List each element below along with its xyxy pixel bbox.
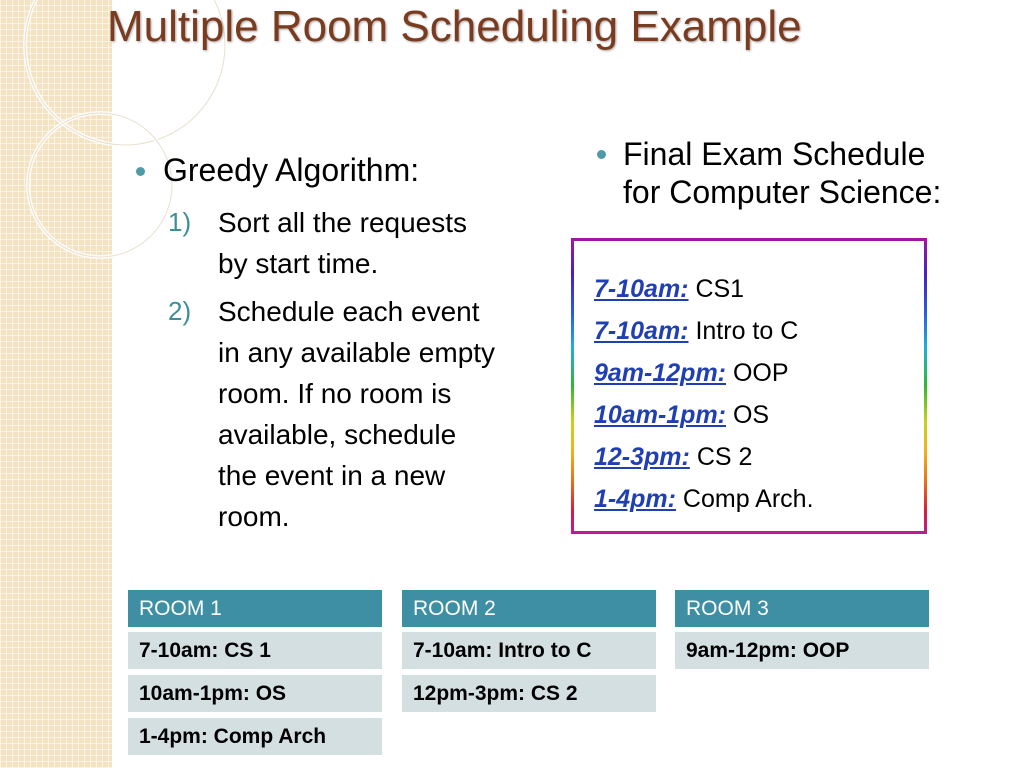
schedule-entry [594,400,769,430]
step-line: room. [218,501,290,532]
room-event: 12pm-3pm: CS 2 [402,675,656,712]
schedule-time: 10am-1pm: [594,401,726,429]
final-exam-heading [623,135,1013,211]
step-text [218,202,558,284]
step-line: Sort all the requests [218,207,468,238]
schedule-time: 7-10am: [594,317,689,345]
room-header: ROOM 1 [128,590,382,627]
schedule-course: OS [732,401,770,429]
schedule-time: 9am-12pm: [594,359,726,387]
schedule-entry [594,316,798,346]
room-event: 9am-12pm: OOP [675,632,929,669]
greedy-heading: Greedy Algorithm: [163,152,420,188]
heading-line: Final Exam Schedule [623,136,926,172]
slide-title [107,4,802,50]
schedule-course: CS 2 [696,443,753,471]
room-event: 10am-1pm: OS [128,675,382,712]
step-text [218,291,563,537]
bullet-dot-icon [597,150,606,159]
schedule-time: 12-3pm: [594,443,690,471]
step-line: in any available empty [218,337,496,368]
bullet-dot-icon [136,167,145,176]
schedule-entry [594,358,789,388]
step-line: available, schedule [218,419,457,450]
schedule-course: Comp Arch. [682,485,814,513]
slide-title-text: Multiple Room Scheduling Example [107,2,802,51]
schedule-course: CS1 [695,275,745,303]
step-line: by start time. [218,248,379,279]
room-event: 7-10am: CS 1 [128,632,382,669]
step-line: Schedule each event [218,296,480,327]
room-event: 1-4pm: Comp Arch [128,718,382,755]
schedule-time: 1-4pm: [594,485,676,513]
step-line: room. If no room is [218,378,452,409]
room-header: ROOM 3 [675,590,929,627]
step-number: 1) [168,207,192,237]
schedule-entry [594,442,752,472]
room-event: 7-10am: Intro to C [402,632,656,669]
schedule-course: Intro to C [695,317,799,345]
step-line: the event in a new [218,460,446,491]
heading-line: for Computer Science: [623,174,942,210]
schedule-entry [594,274,744,304]
room-header: ROOM 2 [402,590,656,627]
schedule-entry [594,484,814,514]
schedule-course: OOP [732,359,789,387]
exam-schedule-box [571,238,927,534]
schedule-time: 7-10am: [594,275,689,303]
step-number: 2) [168,296,192,326]
